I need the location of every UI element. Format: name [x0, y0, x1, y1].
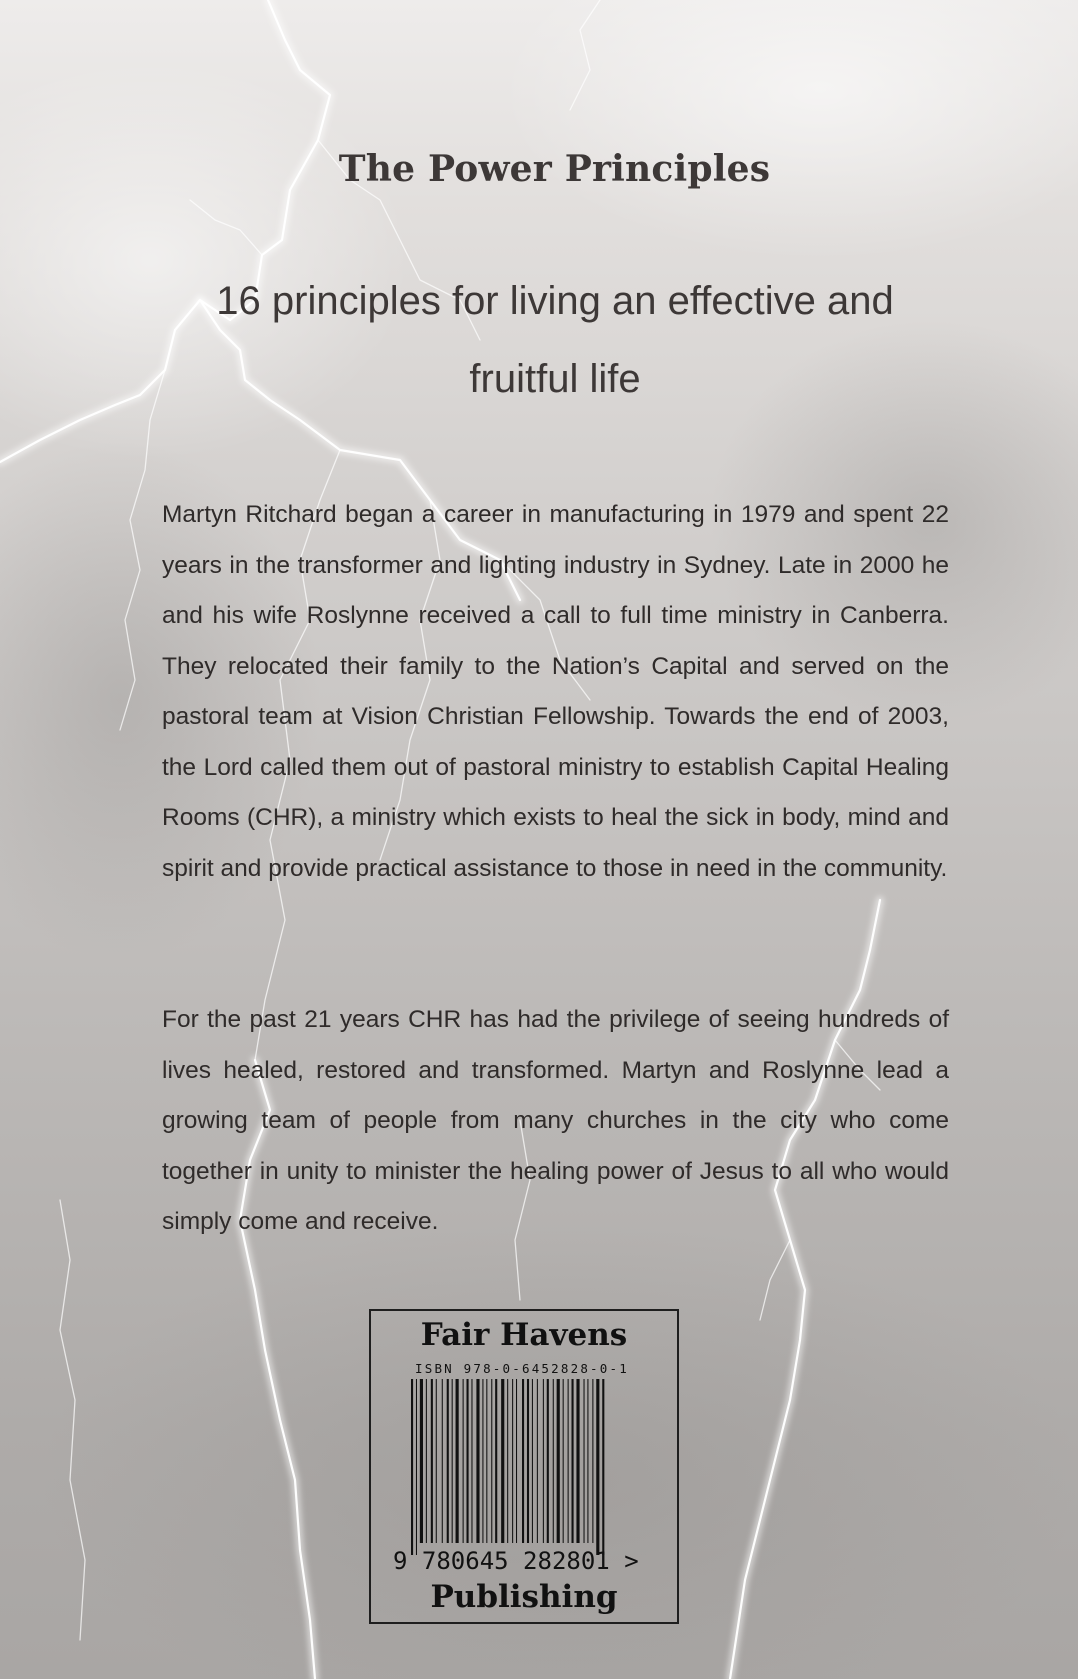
barcode-bar — [563, 1379, 564, 1543]
barcode-bar — [426, 1379, 427, 1543]
barcode-bar — [512, 1379, 513, 1543]
barcode-bar — [537, 1379, 538, 1543]
author-bio-paragraph: Martyn Ritchard began a career in manufacturing in 1979 and spent 22 years in the transformer and lighting industry in Sydney. Late in 2000 he and his wife Roslynne received a call to full time ministry in Canberra. They relocated their family to the Nation’s Capital and served on the pastoral team at Vision Christian Fellowship. Towards the end of 2003, the Lord called them out of pastoral ministry to establish Capital Healing Rooms (CHR), a ministry which exists to heal the sick in body, mind and spirit and provide practical assistance to those in need in the community. — [162, 501, 949, 882]
barcode-bar — [452, 1379, 453, 1543]
barcode-bar — [572, 1379, 574, 1543]
ministry-paragraph: For the past 21 years CHR has had the privilege of seeing hundreds of lives healed, restored and transformed. Martyn and Roslynne lead a growing team of people from many churches in the city who come together in unity to minister the healing power of Jesus to all who would simply come and receive. — [162, 1006, 949, 1235]
barcode-bar — [592, 1379, 593, 1543]
barcode-bar — [431, 1379, 433, 1543]
barcode-bar — [522, 1379, 524, 1543]
barcode-bar — [447, 1379, 449, 1543]
barcode-bar — [547, 1379, 549, 1543]
barcode-bar — [436, 1379, 437, 1543]
barcode-bar — [416, 1379, 417, 1555]
barcode-icon — [411, 1379, 623, 1555]
barcode-bar — [527, 1379, 529, 1543]
barcode-bar — [471, 1379, 472, 1543]
isbn-label: ISBN 978-0-6452828-0-1 — [415, 1361, 629, 1376]
barcode-bar — [495, 1379, 497, 1543]
barcode-bar — [467, 1379, 469, 1543]
barcode-bar — [501, 1379, 504, 1543]
barcode-bar — [543, 1379, 544, 1543]
barcode-bar — [532, 1379, 533, 1543]
barcode-bar — [476, 1379, 479, 1543]
barcode-bar — [486, 1379, 487, 1543]
book-subtitle: 16 principles for living an effective and fruitful life — [216, 279, 894, 401]
publisher-name: Fair Havens — [420, 1317, 628, 1353]
barcode-bar — [463, 1379, 464, 1543]
barcode-bar — [596, 1379, 599, 1555]
book-title: The Power Principles — [338, 148, 771, 190]
barcode-bar — [557, 1379, 560, 1543]
isbn-barcode-box — [369, 1309, 679, 1624]
barcode-bar — [568, 1379, 569, 1543]
barcode-bar — [602, 1379, 604, 1555]
publisher-suffix: Publishing — [430, 1579, 618, 1615]
barcode-bar — [507, 1379, 508, 1543]
barcode-bar — [491, 1379, 492, 1543]
barcode-bar — [442, 1379, 443, 1543]
barcode-bar — [584, 1379, 585, 1543]
barcode-bar — [516, 1379, 517, 1543]
barcode-bar — [411, 1379, 413, 1555]
barcode-bar — [456, 1379, 459, 1543]
barcode-bar — [587, 1379, 588, 1543]
barcode-bar — [420, 1379, 423, 1543]
barcode-bar — [576, 1379, 579, 1543]
barcode-bar — [482, 1379, 483, 1543]
cloud-highlight — [500, 0, 1078, 260]
barcode-bar — [553, 1379, 554, 1543]
ean-digits: 9 780645 282801 > — [393, 1547, 639, 1575]
